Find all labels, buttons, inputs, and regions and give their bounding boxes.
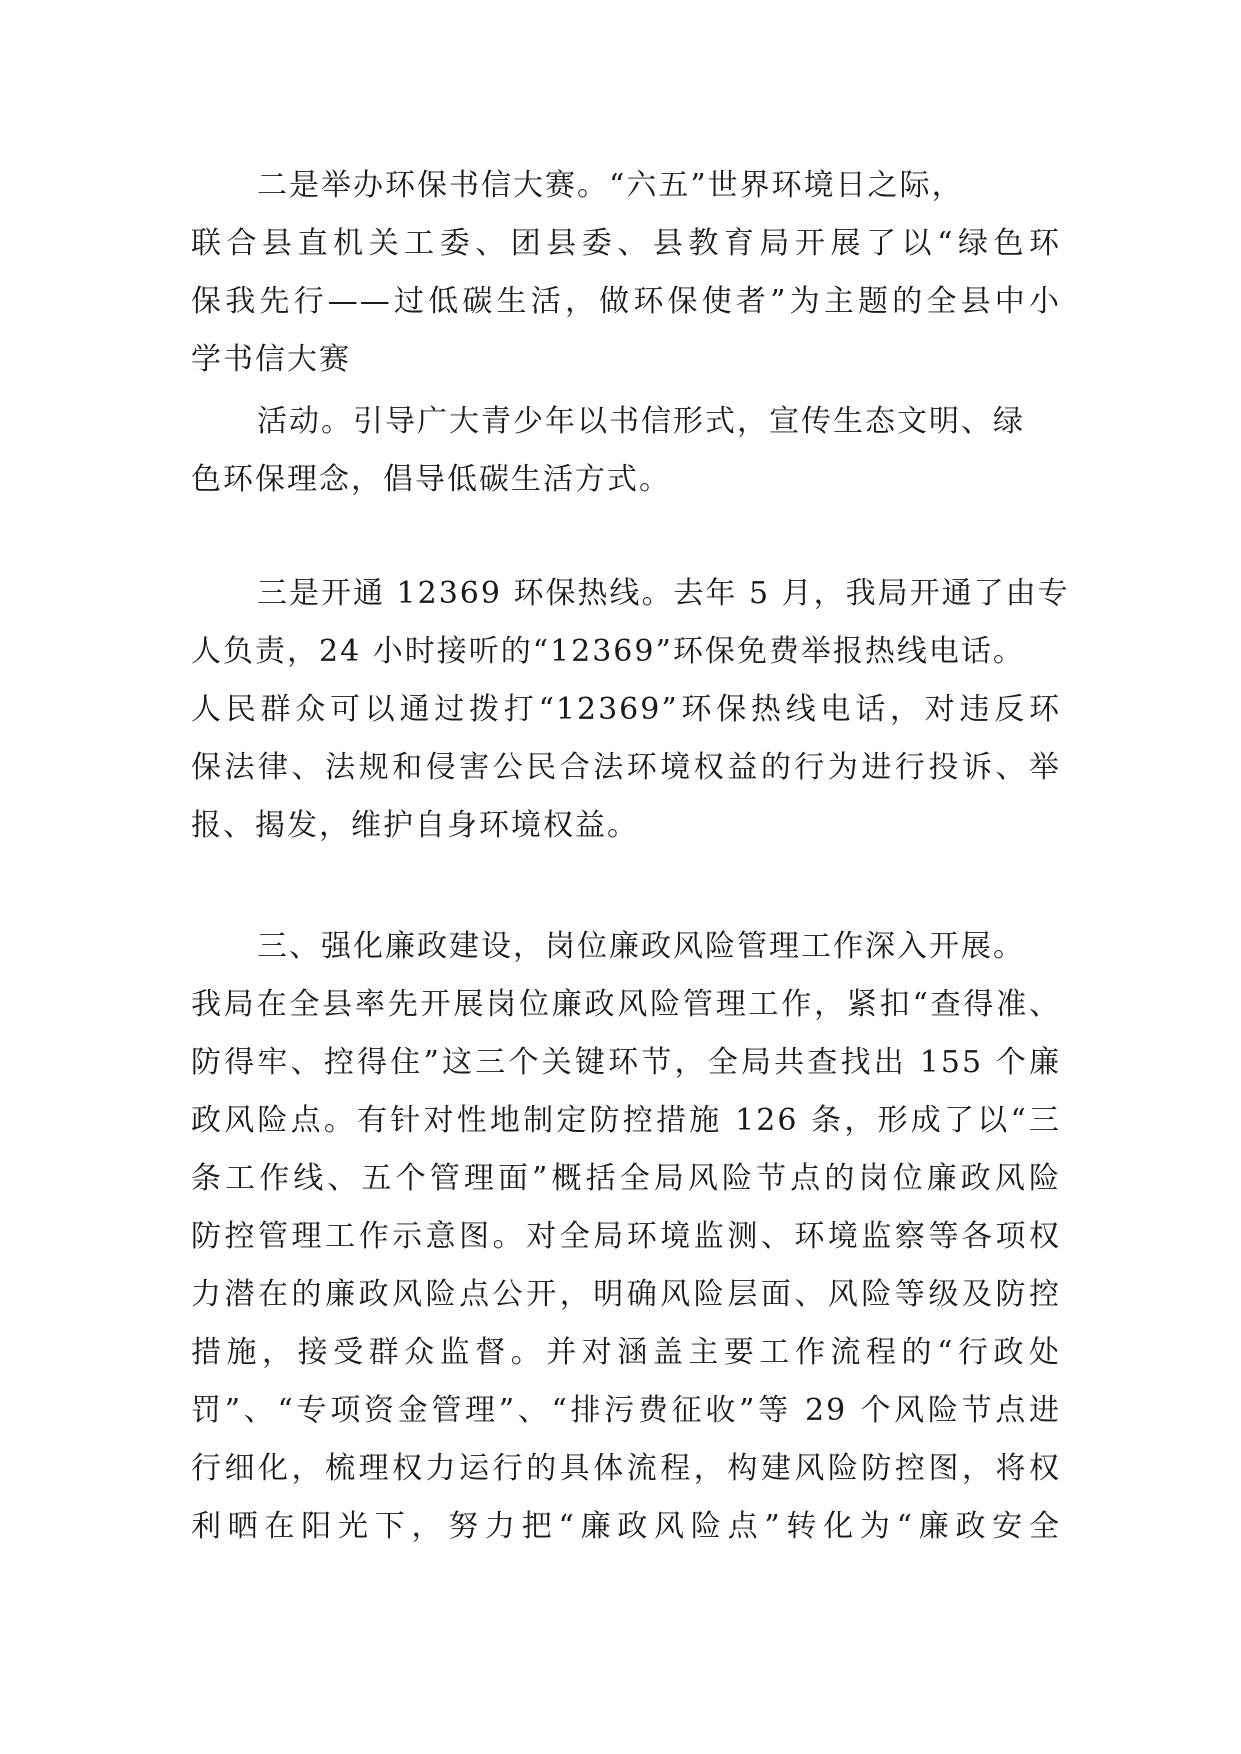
text-line: 学书信大赛 (191, 342, 351, 377)
text-line: 三、强化廉政建设，岗位廉政风险管理工作深入开展。 (257, 929, 1025, 964)
text-line: 保法律、法规和侵害公民合法环境权益的行为进行投诉、举 (191, 750, 1061, 785)
text-line: 我局在全县率先开展岗位廉政风险管理工作，紧扣“查得准、 (191, 987, 1061, 1022)
paragraph-hotline (191, 565, 1070, 855)
text-line: 罚”、“专项资金管理”、“排污费征收”等 29 个风险节点进 (191, 1393, 1061, 1428)
text-line: 防得牢、控得住”这三个关键环节，全局共查找出 155 个廉 (191, 1045, 1061, 1080)
text-line: 条工作线、五个管理面”概括全局风险节点的岗位廉政风险 (191, 1161, 1061, 1196)
text-line: 联合县直机关工委、团县委、县教育局开展了以“绿色环 (191, 226, 1061, 261)
text-line: 利晒在阳光下，努力把“廉政风险点”转化为“廉政安全 (191, 1509, 1061, 1544)
text-line: 活动。引导广大青少年以书信形式，宣传生态文明、绿 (257, 404, 1025, 439)
text-line: 人负责，24 小时接听的“12369”环保免费举报热线电话。 (191, 634, 1025, 669)
paragraph-integrity-building (191, 918, 1061, 1556)
text-line: 二是举办环保书信大赛。“六五”世界环境日之际， (257, 168, 964, 203)
text-line: 保我先行——过低碳生活，做环保使者”为主题的全县中小 (191, 284, 1061, 319)
text-line: 色环保理念，倡导低碳生活方式。 (191, 462, 671, 497)
paragraph-activity (191, 393, 1061, 509)
text-line: 三是开通 12369 环保热线。去年 5 月，我局开通了由专 (257, 576, 1070, 611)
text-line: 政风险点。有针对性地制定防控措施 126 条，形成了以“三 (191, 1103, 1061, 1138)
text-line: 人民群众可以通过拨打“12369”环保热线电话，对违反环 (191, 692, 1061, 727)
text-line: 报、揭发，维护自身环境权益。 (191, 808, 639, 843)
paragraph-essay-contest (191, 157, 1061, 389)
text-line: 行细化，梳理权力运行的具体流程，构建风险防控图，将权 (191, 1451, 1061, 1486)
text-line: 措施，接受群众监督。并对涵盖主要工作流程的“行政处 (191, 1335, 1061, 1370)
text-line: 力潜在的廉政风险点公开，明确风险层面、风险等级及防控 (191, 1277, 1061, 1312)
text-line: 防控管理工作示意图。对全局环境监测、环境监察等各项权 (191, 1219, 1061, 1254)
